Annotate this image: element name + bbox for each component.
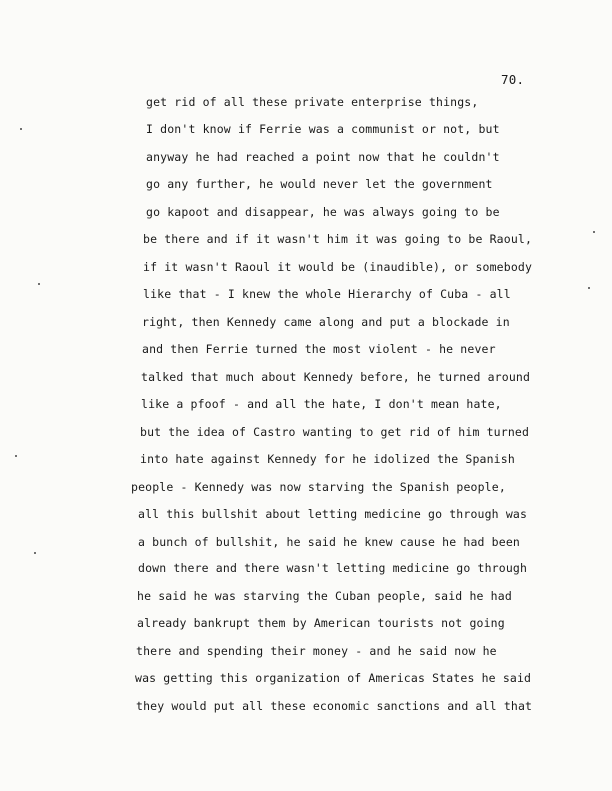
text-line: go any further, he would never let the government [146, 177, 493, 191]
text-line: like a pfoof - and all the hate, I don't mean hate, [141, 397, 502, 411]
text-line: be there and if it wasn't him it was going to be Raoul, [143, 232, 533, 246]
text-line: and then Ferrie turned the most violent - he never [142, 342, 496, 356]
text-line: I don't know if Ferrie was a communist or not, but [146, 122, 500, 136]
text-line: talked that much about Kennedy before, he turned around [141, 370, 531, 384]
text-line: like that - I knew the whole Hierarchy of Cuba - all [143, 287, 511, 301]
text-line: they would put all these economic sanctions and all that [136, 699, 533, 713]
scan-speck [38, 283, 40, 285]
scan-speck [34, 552, 36, 554]
text-line: down there and there wasn't letting medicine go through [138, 561, 528, 575]
text-line: right, then Kennedy came along and put a blockade in [142, 315, 510, 329]
scan-speck [20, 128, 22, 130]
text-line: he said he was starving the Cuban people, said he had [137, 589, 512, 603]
text-line: but the idea of Castro wanting to get rid of him turned [140, 425, 530, 439]
page-number: 70. [501, 72, 525, 87]
text-line: go kapoot and disappear, he was always going to be [146, 205, 500, 219]
text-line: there and spending their money - and he said now he [136, 644, 497, 658]
text-line: all this bullshit about letting medicine go through was [138, 507, 528, 521]
text-line: already bankrupt them by American tourists not going [137, 616, 505, 630]
text-line: into hate against Kennedy for he idolized the Spanish [140, 452, 515, 466]
text-line: people - Kennedy was now starving the Spanish people, [131, 480, 506, 494]
text-line: if it wasn't Raoul it would be (inaudible), or somebody [143, 260, 533, 274]
text-line: was getting this organization of Americas States he said [135, 671, 532, 685]
scan-speck [593, 231, 595, 233]
text-line: anyway he had reached a point now that he couldn't [146, 150, 500, 164]
scan-speck [15, 455, 17, 457]
text-line: get rid of all these private enterprise things, [146, 95, 479, 109]
scan-speck [588, 287, 590, 289]
text-line: a bunch of bullshit, he said he knew cause he had been [138, 535, 520, 549]
